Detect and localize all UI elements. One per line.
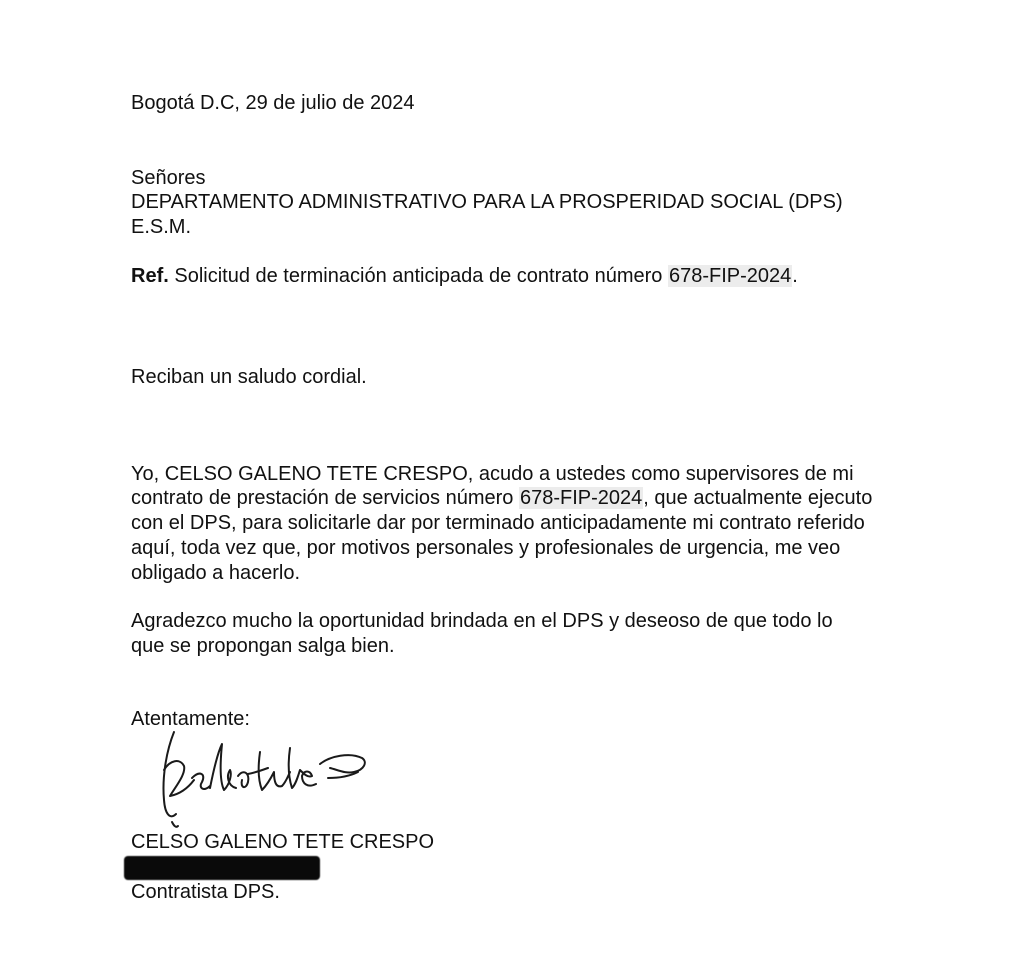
reference-end: . [792, 265, 798, 287]
recipient-salutation: Señores [131, 167, 206, 189]
thanks-line-1: Agradezco mucho la oportunidad brindada en el DPS y deseoso de que todo lo [131, 610, 833, 632]
closing: Atentamente: [131, 708, 250, 730]
body-line-2 [131, 486, 872, 510]
body-line-1: Yo, CELSO GALENO TETE CRESPO, acudo a ustedes como supervisores de mi [131, 463, 854, 485]
body-line-2-start: contrato de prestación de servicios número [131, 487, 519, 509]
body-line-2-end: , que actualmente ejecuto [643, 487, 873, 509]
body-line-5: obligado a hacerlo. [131, 562, 301, 584]
signer-role: Contratista DPS. [131, 881, 280, 903]
signer-name: CELSO GALENO TETE CRESPO [131, 831, 435, 853]
body-contract-number: 678-FIP-2024 [519, 487, 643, 509]
reference-text: Solicitud de terminación anticipada de contrato número [168, 265, 668, 287]
redaction-bar [124, 856, 320, 880]
thanks-line-2: que se propongan salga bien. [131, 635, 395, 657]
body-line-4: aquí, toda vez que, por motivos personales y profesionales de urgencia, me veo [131, 537, 841, 559]
recipient-esm: E.S.M. [131, 216, 192, 238]
date-line: Bogotá D.C, 29 de julio de 2024 [131, 92, 415, 114]
recipient-department: DEPARTAMENTO ADMINISTRATIVO PARA LA PROSPERIDAD SOCIAL (DPS) [131, 191, 843, 213]
reference-label: Ref. [131, 265, 169, 287]
handwritten-signature [150, 730, 380, 830]
reference-line [131, 264, 798, 288]
reference-contract-number: 678-FIP-2024 [668, 265, 792, 287]
greeting: Reciban un saludo cordial. [131, 366, 367, 388]
body-line-3: con el DPS, para solicitarle dar por terminado anticipadamente mi contrato referido [131, 512, 865, 534]
